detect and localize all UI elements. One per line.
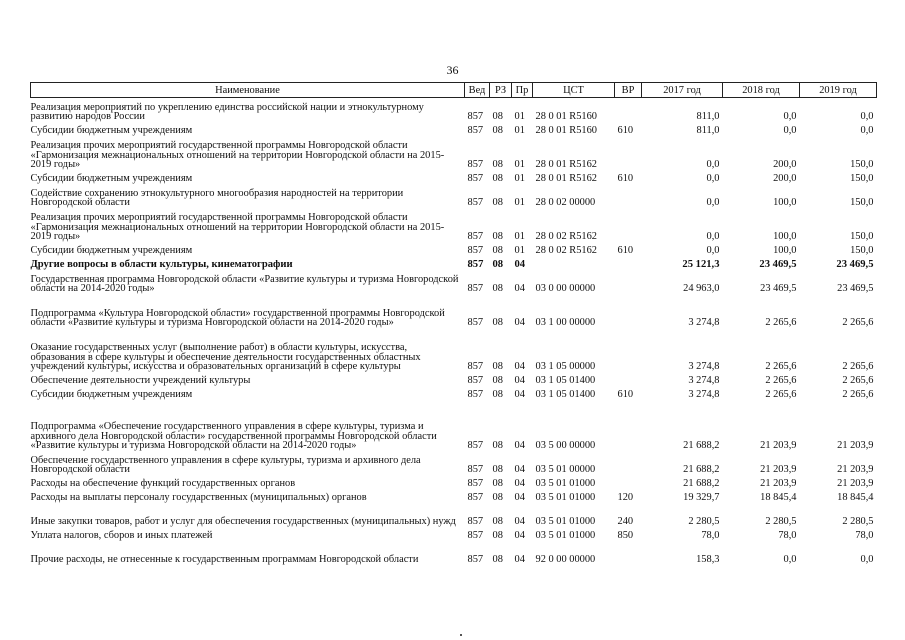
cell-2017: 3 274,8	[688, 317, 720, 329]
cell-pr: 04	[514, 492, 525, 504]
header-cst: ЦСТ	[533, 83, 615, 98]
cell-vr	[615, 372, 642, 386]
cell-ved: 857	[467, 516, 484, 528]
cell-2017: 21 688,2	[683, 464, 720, 476]
cell-ved: 857	[467, 375, 484, 387]
cell-vr	[615, 328, 642, 372]
cell-vr: 610	[617, 389, 634, 401]
cell-ved: 857	[467, 464, 484, 476]
table-body	[31, 98, 877, 566]
cell-rz: 08	[492, 259, 504, 271]
cell-pr: 04	[514, 478, 525, 490]
cell-2019: 23 469,5	[836, 259, 874, 271]
cell-2017: 0,0	[706, 197, 720, 209]
cell-ved: 857	[467, 361, 484, 373]
cell-name: Субсидии бюджетным учреждениям	[30, 125, 193, 137]
cell-vr: 610	[617, 125, 634, 137]
cell-2019: 2 265,6	[842, 389, 874, 401]
cell-2018: 0,0	[783, 111, 797, 123]
page-mark	[460, 634, 462, 636]
table-row	[31, 527, 877, 541]
table-row	[31, 541, 877, 565]
cell-2019: 2 265,6	[842, 361, 874, 373]
cell-2018: 100,0	[773, 245, 797, 257]
cell-2019: 0,0	[860, 554, 874, 566]
cell-pr: 04	[514, 440, 525, 452]
cell-name: Государственная программа Новгородской области «Развитие культуры и туризма Новгородской области на 2014-2020 годы»	[30, 273, 459, 295]
cell-cst: 03 5 00 00000	[535, 440, 596, 452]
cell-rz: 08	[492, 173, 503, 185]
cell-rz: 08	[492, 283, 503, 295]
cell-rz: 08	[492, 478, 503, 490]
cell-2018: 21 203,9	[760, 478, 797, 490]
cell-cst: 28 0 02 R5162	[535, 231, 597, 243]
table-row	[31, 184, 877, 208]
cell-cst: 28 0 01 R5162	[535, 173, 597, 185]
cell-2017: 24 963,0	[683, 283, 720, 295]
cell-2018: 23 469,5	[759, 259, 797, 271]
cell-name: Реализация прочих мероприятий государственной программы Новгородской области «Гармонизация межнациональных отношений на территории Новгородской области на 2015-2019 годы»	[30, 211, 445, 243]
cell-2019: 21 203,9	[837, 478, 874, 490]
header-rz: РЗ	[490, 83, 512, 98]
cell-name: Оказание государственных услуг (выполнение работ) в области культуры, искусства, образования в сфере культуры и обеспечение деятельности государственных областных учреждений культуры, искусства и образовательных организаций в сфере культуры	[30, 341, 421, 373]
cell-pr: 01	[514, 111, 525, 123]
cell-2017: 0,0	[706, 159, 720, 171]
table-row	[31, 136, 877, 170]
table-row	[31, 270, 877, 294]
table-row	[31, 98, 877, 123]
cell-ved: 857	[467, 530, 484, 542]
cell-vr: 850	[617, 530, 634, 542]
cell-name: Субсидии бюджетным учреждениям	[30, 245, 193, 257]
cell-ved: 857	[467, 317, 484, 329]
cell-vr: 610	[617, 173, 634, 185]
cell-2018: 2 265,6	[765, 389, 797, 401]
cell-2017: 3 274,8	[688, 389, 720, 401]
cell-2017: 25 121,3	[682, 259, 720, 271]
cell-rz: 08	[492, 111, 503, 123]
cell-2018: 100,0	[773, 231, 797, 243]
table-row	[31, 242, 877, 256]
cell-2019: 150,0	[850, 231, 874, 243]
cell-rz: 08	[492, 245, 503, 257]
cell-cst: 28 0 01 R5162	[535, 159, 597, 171]
cell-pr: 01	[514, 245, 525, 257]
cell-2019: 21 203,9	[837, 440, 874, 452]
budget-table	[30, 82, 877, 565]
cell-pr: 01	[514, 231, 525, 243]
cell-2017: 21 688,2	[683, 440, 720, 452]
cell-pr: 01	[514, 125, 525, 137]
cell-2019: 150,0	[850, 245, 874, 257]
cell-2017: 811,0	[696, 111, 720, 123]
cell-2017: 158,3	[696, 554, 720, 566]
cell-2017: 0,0	[706, 173, 720, 185]
cell-rz: 08	[492, 492, 503, 504]
cell-cst: 03 5 01 00000	[535, 464, 596, 476]
cell-vr: 120	[617, 492, 634, 504]
cell-cst	[533, 256, 615, 270]
cell-2019: 21 203,9	[837, 464, 874, 476]
cell-2018: 200,0	[773, 159, 797, 171]
cell-vr: 240	[617, 516, 634, 528]
cell-ved: 857	[467, 554, 484, 566]
cell-vr	[615, 475, 642, 489]
cell-pr: 04	[514, 464, 525, 476]
cell-rz: 08	[492, 464, 503, 476]
cell-2019: 78,0	[855, 530, 874, 542]
cell-ved: 857	[467, 197, 484, 209]
cell-vr: 610	[617, 245, 634, 257]
header-pr: Пр	[512, 83, 533, 98]
cell-vr	[615, 400, 642, 451]
cell-name: Обеспечение деятельности учреждений культуры	[30, 375, 251, 387]
cell-2017: 78,0	[701, 530, 720, 542]
cell-pr: 04	[514, 389, 525, 401]
cell-ved: 857	[467, 125, 484, 137]
cell-2018: 18 845,4	[760, 492, 797, 504]
table-row	[31, 386, 877, 400]
cell-2017: 2 280,5	[688, 516, 720, 528]
cell-2018: 0,0	[783, 125, 797, 137]
cell-2018: 23 469,5	[760, 283, 797, 295]
cell-2018: 2 265,6	[765, 361, 797, 373]
cell-name: Субсидии бюджетным учреждениям	[30, 389, 193, 401]
table-header-row	[31, 83, 877, 98]
cell-2018: 21 203,9	[760, 464, 797, 476]
cell-vr	[615, 136, 642, 170]
header-vr: ВР	[615, 83, 642, 98]
cell-2019: 0,0	[860, 111, 874, 123]
cell-rz: 08	[492, 389, 503, 401]
header-name: Наименование	[31, 83, 465, 98]
cell-cst: 03 5 01 01000	[535, 530, 596, 542]
cell-2017: 19 329,7	[683, 492, 720, 504]
cell-name: Иные закупки товаров, работ и услуг для обеспечения государственных (муниципальных) нужд	[30, 516, 456, 528]
cell-cst: 28 0 02 R5162	[535, 245, 597, 257]
cell-vr	[615, 184, 642, 208]
cell-name: Подпрограмма «Культура Новгородской области» государственной программы Новгородской области «Развитие культуры и туризма Новгородской области на 2014-2020 годы»	[30, 307, 445, 329]
cell-name: Уплата налогов, сборов и иных платежей	[30, 530, 213, 542]
cell-rz: 08	[492, 530, 503, 542]
cell-vr	[615, 451, 642, 475]
cell-2018: 2 265,6	[765, 317, 797, 329]
cell-2018: 2 280,5	[765, 516, 797, 528]
cell-name: Расходы на выплаты персоналу государственных (муниципальных) органов	[30, 492, 367, 504]
cell-pr: 01	[514, 197, 525, 209]
cell-2019: 2 265,6	[842, 375, 874, 387]
cell-rz: 08	[492, 197, 503, 209]
cell-pr: 04	[514, 530, 525, 542]
cell-cst: 03 5 01 01000	[535, 492, 596, 504]
cell-2018: 100,0	[773, 197, 797, 209]
cell-2019: 23 469,5	[837, 283, 874, 295]
cell-rz: 08	[492, 317, 503, 329]
cell-rz: 08	[492, 361, 503, 373]
table-row	[31, 475, 877, 489]
cell-vr	[615, 98, 642, 123]
cell-pr: 01	[514, 159, 525, 171]
cell-vr	[615, 541, 642, 565]
cell-vr	[615, 208, 642, 242]
cell-rz: 08	[492, 159, 503, 171]
cell-2018: 78,0	[778, 530, 797, 542]
cell-ved: 857	[467, 478, 484, 490]
cell-rz: 08	[492, 516, 503, 528]
cell-ved: 857	[467, 173, 484, 185]
cell-2017: 3 274,8	[688, 361, 720, 373]
cell-name: Другие вопросы в области культуры, кинематографии	[30, 259, 293, 271]
cell-vr	[615, 256, 642, 270]
cell-2018: 21 203,9	[760, 440, 797, 452]
page-number: 36	[446, 63, 459, 77]
table-row	[31, 328, 877, 372]
table-row	[31, 489, 877, 503]
cell-cst: 92 0 00 00000	[535, 554, 596, 566]
cell-name: Прочие расходы, не отнесенные к государственным программам Новгородской области	[30, 554, 419, 566]
header-2018: 2018 год	[723, 83, 800, 98]
cell-pr: 01	[514, 173, 525, 185]
cell-cst: 03 1 05 00000	[535, 361, 596, 373]
cell-2018: 0,0	[783, 554, 797, 566]
cell-rz: 08	[492, 375, 503, 387]
cell-pr: 04	[514, 283, 525, 295]
header-2019: 2019 год	[800, 83, 877, 98]
cell-pr: 04	[514, 317, 525, 329]
cell-ved: 857	[467, 259, 484, 271]
cell-name: Подпрограмма «Обеспечение государственного управления в сфере культуры, туризма и архивного дела Новгородской области» государственной программы Новгородской области «Развитие культуры и туризма Новгородской области на 2014-2020 годы»	[30, 420, 437, 452]
header-ved: Вед	[465, 83, 490, 98]
cell-rz: 08	[492, 125, 503, 137]
cell-cst: 03 1 00 00000	[535, 317, 596, 329]
cell-2017: 3 274,8	[688, 375, 720, 387]
cell-cst: 28 0 01 R5160	[535, 125, 597, 137]
cell-2017: 0,0	[706, 231, 720, 243]
cell-2017: 21 688,2	[683, 478, 720, 490]
cell-ved: 857	[467, 492, 484, 504]
cell-vr	[615, 294, 642, 328]
cell-cst: 03 1 05 01400	[535, 375, 596, 387]
cell-rz: 08	[492, 554, 503, 566]
cell-vr	[615, 270, 642, 294]
cell-pr: 04	[514, 554, 525, 566]
cell-cst: 03 5 01 01000	[535, 516, 596, 528]
table-row	[31, 400, 877, 451]
cell-2019: 18 845,4	[837, 492, 874, 504]
cell-pr: 04	[514, 375, 525, 387]
cell-ved: 857	[467, 245, 484, 257]
cell-ved: 857	[467, 159, 484, 171]
cell-pr: 04	[514, 361, 525, 373]
cell-2019: 150,0	[850, 173, 874, 185]
cell-pr: 04	[514, 516, 525, 528]
table-row	[31, 451, 877, 475]
cell-2017: 0,0	[706, 245, 720, 257]
cell-name: Субсидии бюджетным учреждениям	[30, 173, 193, 185]
table-row	[31, 503, 877, 527]
cell-ved: 857	[467, 231, 484, 243]
cell-2017: 811,0	[696, 125, 720, 137]
cell-name: Реализация мероприятий по укреплению единства российской нации и этнокультурному развитию народов России	[30, 101, 424, 123]
cell-name: Расходы на обеспечение функций государственных органов	[30, 478, 296, 490]
cell-cst: 28 0 02 00000	[535, 197, 596, 209]
table-row	[31, 256, 877, 270]
cell-2018: 200,0	[773, 173, 797, 185]
cell-cst: 03 0 00 00000	[535, 283, 596, 295]
cell-rz: 08	[492, 440, 503, 452]
table-row	[31, 372, 877, 386]
cell-name: Содействие сохранению этнокультурного многообразия народностей на территории Новгородской области	[30, 187, 404, 209]
cell-ved: 857	[467, 111, 484, 123]
header-2017: 2017 год	[642, 83, 723, 98]
cell-2019: 150,0	[850, 197, 874, 209]
cell-2019: 2 280,5	[842, 516, 874, 528]
cell-rz: 08	[492, 231, 503, 243]
cell-cst: 03 1 05 01400	[535, 389, 596, 401]
cell-cst: 28 0 01 R5160	[535, 111, 597, 123]
cell-name: Обеспечение государственного управления в сфере культуры, туризма и архивного дела Новгородской области	[30, 454, 421, 476]
cell-2019: 0,0	[860, 125, 874, 137]
table-row	[31, 294, 877, 328]
cell-ved: 857	[467, 283, 484, 295]
cell-2019: 2 265,6	[842, 317, 874, 329]
cell-ved: 857	[467, 389, 484, 401]
table-row	[31, 170, 877, 184]
cell-2018: 2 265,6	[765, 375, 797, 387]
cell-name: Реализация прочих мероприятий государственной программы Новгородской области «Гармонизация межнациональных отношений на территории Новгородской области на 2015-2019 годы»	[30, 139, 445, 171]
cell-2019: 150,0	[850, 159, 874, 171]
table-row	[31, 208, 877, 242]
table-row	[31, 122, 877, 136]
cell-ved: 857	[467, 440, 484, 452]
cell-pr: 04	[514, 259, 526, 271]
cell-cst: 03 5 01 01000	[535, 478, 596, 490]
